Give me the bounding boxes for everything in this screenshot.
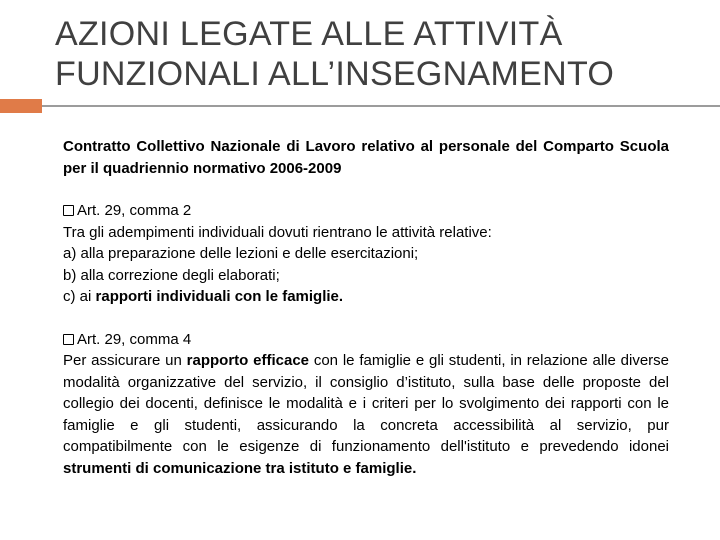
paragraph-text-1: Per assicurare un xyxy=(63,352,187,369)
list-item-c-prefix: c) ai xyxy=(63,288,96,305)
list-item-c-emphasis: rapporti individuali con le famiglie. xyxy=(95,288,344,305)
slide-title xyxy=(55,14,705,94)
article-29-comma-2 xyxy=(63,200,669,308)
spacer xyxy=(63,308,669,329)
section-heading-text: Art. 29, comma 2 xyxy=(77,202,192,219)
section-line: Tra gli adempimenti individuali dovuti rientrano le attività relative: xyxy=(63,223,492,241)
paragraph-emphasis-1: rapporto efficace xyxy=(186,352,310,369)
slide-title-line-1: AZIONI LEGATE ALLE ATTIVITÀ xyxy=(55,15,563,53)
list-item-c xyxy=(63,286,669,308)
list-item-b: b) alla correzione degli elaborati; xyxy=(63,266,280,284)
slide-title-line-2: FUNZIONALI ALL’INSEGNAMENTO xyxy=(55,55,615,93)
section-paragraph xyxy=(63,350,669,479)
checkbox-bullet-icon xyxy=(63,205,74,216)
article-29-comma-4 xyxy=(63,329,669,480)
list-item-a: a) alla preparazione delle lezioni e delle esercitazioni; xyxy=(63,245,419,262)
spacer xyxy=(63,179,669,200)
title-divider xyxy=(42,105,720,107)
section-heading xyxy=(63,329,669,351)
section-heading-text: Art. 29, comma 4 xyxy=(77,330,192,348)
checkbox-bullet-icon xyxy=(63,334,74,345)
contract-intro: Contratto Collettivo Nazionale di Lavoro relativo al personale del Comparto Scuola per il quadriennio normativo 2006-2009 xyxy=(63,138,669,177)
paragraph-emphasis-2: strumenti di comunicazione tra istituto e famiglie. xyxy=(63,459,417,477)
section-heading xyxy=(63,200,669,222)
title-accent-bar xyxy=(0,99,42,113)
slide-body xyxy=(63,136,669,479)
paragraph-text-2: con le famiglie e gli studenti, in relazione alle diverse modalità organizzative del servizio, il consiglio d’istituto, sulla base delle proposte del collegio dei docenti, definisce le modalità e i criteri per lo svolgimento dei rapporti con le famiglie e gli studenti, assicurando la concreta accessibilità al servizio, pur compatibilmente con le esigenze di funzionamento dell'istituto e prevedendo idonei xyxy=(63,352,670,455)
